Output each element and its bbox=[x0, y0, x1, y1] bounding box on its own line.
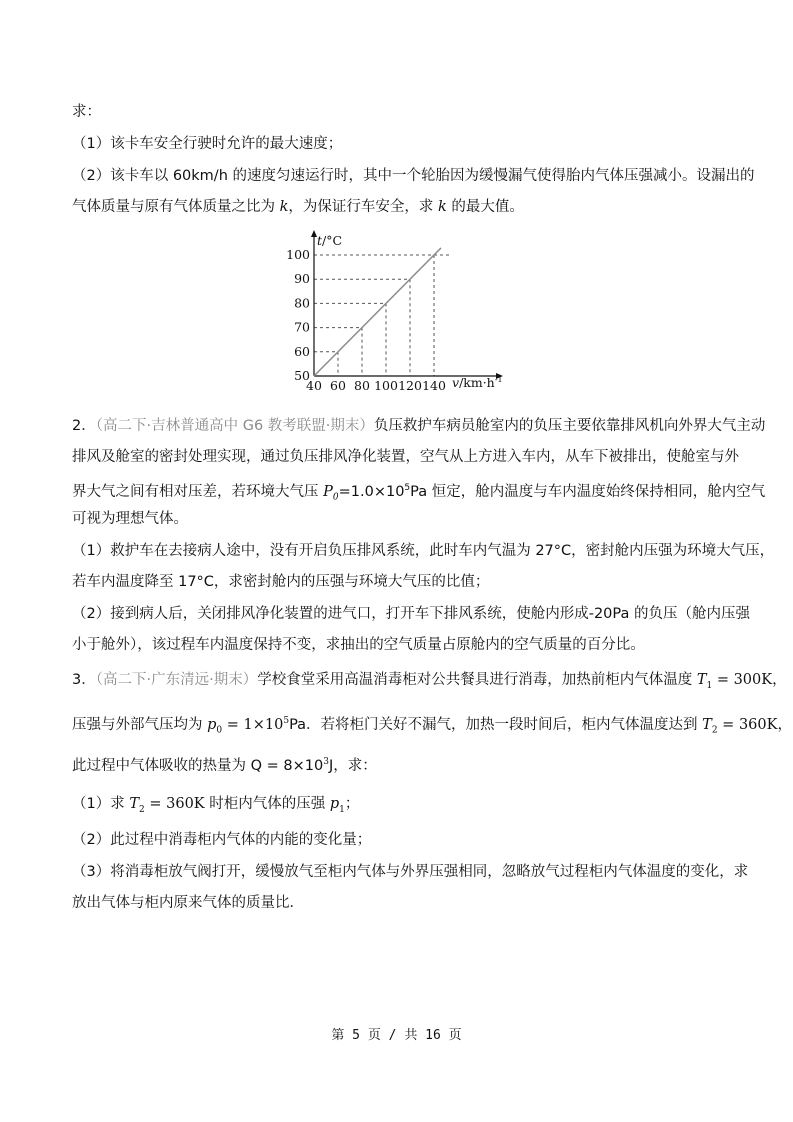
q3-source: （高二下·广东清远·期末） bbox=[95, 672, 258, 688]
x-tick-label: 100 bbox=[374, 378, 398, 393]
q1-prompt: 求： bbox=[72, 104, 101, 120]
data-line bbox=[314, 248, 441, 376]
dashed-guide-lines bbox=[314, 255, 452, 376]
q3-part1: （1）求 $T_2 = 360K$ 时柜内气体的压强 $p_1$； bbox=[72, 796, 360, 815]
page-number: 第 5 页 / 共 16 页 bbox=[331, 1028, 462, 1043]
q1-part2-line1: （2）该卡车以 60km/h 的速度匀速运行时，其中一个轮胎因为缓慢漏气使得胎内气体压强减小。设漏出的 bbox=[72, 168, 755, 184]
y-axis-label: t/°C bbox=[317, 233, 343, 248]
x-tick-label: 120 bbox=[398, 378, 422, 393]
y-tick-label: 50 bbox=[294, 368, 310, 383]
q3-part2: （2）此过程中消毒柜内气体的内能的变化量； bbox=[72, 832, 372, 848]
q3-line1: 3．（高二下·广东清远·期末）学校食堂采用高温消毒柜对公共餐具进行消毒，加热前柜内气体温度 $T_1 = 300K$， bbox=[72, 672, 787, 691]
q2-part1-line1: （1）救护车在去接病人途中，没有开启负压排风系统，此时车内气温为 27°C，密封舱内压强为环境大气压， bbox=[72, 543, 775, 559]
temperature-speed-graph bbox=[284, 230, 514, 395]
q3-part3-line1: （3）将消毒柜放气阀打开，缓慢放气至柜内气体与外界压强相同，忽略放气过程柜内气体温度的变化，求 bbox=[72, 864, 749, 880]
q3-line2: 压强与外部气压均为 $p_0 = 1\times 10^5Pa$．若将柜门关好不漏气，加热一段时间后，柜内气体温度达到 $T_2 = 360K$， bbox=[72, 716, 792, 736]
q2-part2-line2: 小于舱外），该过程车内温度保持不变，求抽出的空气质量占原舱内的空气质量的百分比。 bbox=[72, 637, 645, 653]
x-tick-label: 60 bbox=[330, 378, 346, 393]
x-tick-label: 80 bbox=[354, 378, 370, 393]
q2-part2-line1: （2）接到病人后，关闭排风净化装置的进气口，打开车下排风系统，使舱内形成-20Pa 的负压（舱内压强 bbox=[72, 606, 750, 622]
q3-part3-line2: 放出气体与柜内原来气体的质量比． bbox=[72, 895, 304, 911]
q2-part1-line2: 若车内温度降至 17°C，求密封舱内的压强与环境大气压的比值； bbox=[72, 574, 490, 590]
axes bbox=[311, 230, 503, 379]
y-tick-label: 70 bbox=[294, 319, 310, 335]
x-tick-label: 40 bbox=[306, 378, 322, 393]
x-axis-label: $v/km\cdot h^{-1}$ bbox=[452, 375, 503, 390]
y-tick-label: 60 bbox=[294, 343, 310, 359]
y-tick-label: 80 bbox=[294, 295, 310, 311]
q2-line2: 排风及舱室的密封处理实现，通过负压排风净化装置，空气从上方进入车内，从车下被排出，使舱室与外 bbox=[72, 449, 739, 465]
x-tick-label: 140 bbox=[422, 378, 446, 393]
y-tick-label: 100 bbox=[286, 247, 310, 262]
q2-line1: 2．（高二下·吉林普通高中 G6 教考联盟·期末）负压救护车病员舱室内的负压主要依靠排风机向外界大气主动 bbox=[72, 418, 766, 434]
q1-part2-line2: 气体质量与原有气体质量之比为 k，为保证行车安全，求 k 的最大值。 bbox=[72, 199, 524, 215]
q2-source: （高二下·吉林普通高中 G6 教考联盟·期末） bbox=[95, 418, 374, 434]
q3-line3: 此过程中气体吸收的热量为 $Q = 8\times 10^3J$，求： bbox=[72, 757, 377, 774]
y-tick-label: 90 bbox=[294, 271, 310, 287]
q1-part1: （1）该卡车安全行驶时允许的最大速度； bbox=[72, 136, 343, 152]
q2-line4: 可视为理想气体。 bbox=[72, 511, 188, 527]
q2-line3: 界大气之间有相对压差，若环境大气压 $P_0=1.0\times 10^5Pa$ 恒定，舱内温度与车内温度始终保持相同，舱内空气 bbox=[72, 483, 766, 503]
